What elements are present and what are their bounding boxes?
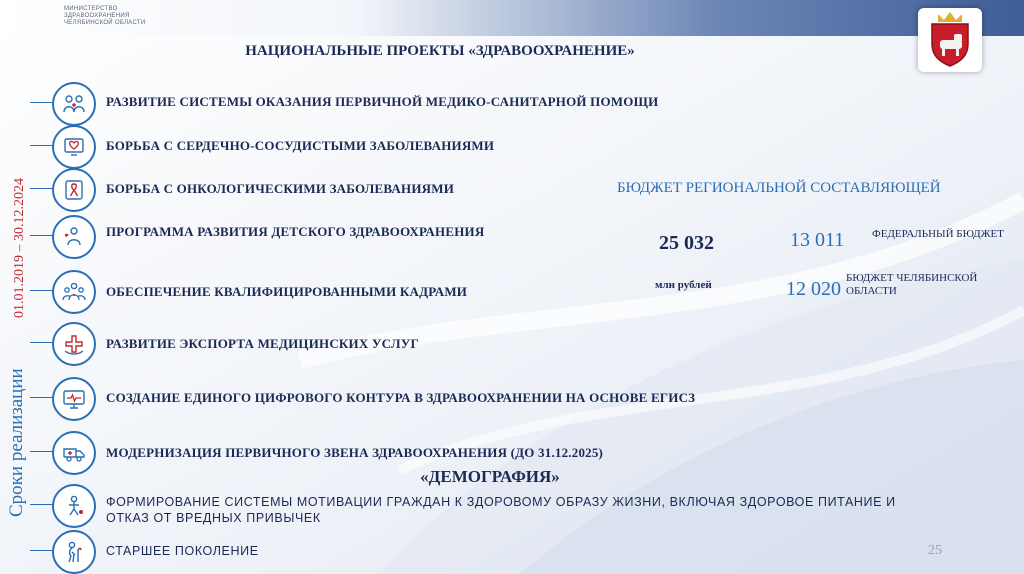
- federal-budget-label: ФЕДЕРАЛЬНЫЙ БЮДЖЕТ: [872, 228, 1004, 240]
- healthy-lifestyle-icon: [52, 484, 96, 528]
- demography-label: СТАРШЕЕ ПОКОЛЕНИЕ: [106, 544, 259, 558]
- regional-budget-label: БЮДЖЕТ ЧЕЛЯБИНСКОЙ ОБЛАСТИ: [846, 272, 978, 297]
- project-label: СОЗДАНИЕ ЕДИНОГО ЦИФРОВОГО КОНТУРА В ЗДРАВООХРАНЕНИИ НА ОСНОВЕ ЕГИСЗ: [106, 390, 696, 405]
- budget-title: БЮДЖЕТ РЕГИОНАЛЬНОЙ СОСТАВЛЯЮЩЕЙ: [617, 180, 941, 196]
- page-title: НАЦИОНАЛЬНЫЕ ПРОЕКТЫ «ЗДРАВООХРАНЕНИЕ»: [245, 43, 635, 59]
- header-band: [0, 0, 1024, 36]
- implementation-dates: 01.01.2019 – 30.12.2024: [12, 178, 27, 318]
- demography-title: «ДЕМОГРАФИЯ»: [420, 467, 560, 486]
- demography-row-elderly: [0, 530, 1000, 570]
- coat-of-arms-icon: [918, 8, 982, 72]
- region-emblem: [918, 8, 982, 72]
- project-row-modernization: [0, 431, 1000, 471]
- ambulance-icon: [52, 431, 96, 475]
- project-label: БОРЬБА С СЕРДЕЧНО-СОСУДИСТЫМИ ЗАБОЛЕВАНИЯМИ: [106, 138, 495, 153]
- elderly-icon: [52, 530, 96, 574]
- demography-label: ФОРМИРОВАНИЕ СИСТЕМЫ МОТИВАЦИИ ГРАЖДАН К ЗДОРОВОМУ ОБРАЗУ ЖИЗНИ, ВКЛЮЧАЯ ЗДОРОВОЕ ПИТАНИЕ И ОТКАЗ ОТ ВРЕДНЫХ ПРИВЫЧЕК: [106, 495, 896, 525]
- implementation-term-label: Сроки реализации: [6, 368, 27, 517]
- project-row-digital: [0, 377, 1000, 417]
- monitor-icon: [52, 377, 96, 421]
- project-label: БОРЬБА С ОНКОЛОГИЧЕСКИМИ ЗАБОЛЕВАНИЯМИ: [106, 181, 455, 196]
- doctor-team-icon: [52, 82, 96, 126]
- child-care-icon: [52, 215, 96, 259]
- project-row-children: [0, 215, 1000, 255]
- project-label: РАЗВИТИЕ СИСТЕМЫ ОКАЗАНИЯ ПЕРВИЧНОЙ МЕДИКО-САНИТАРНОЙ ПОМОЩИ: [106, 94, 659, 109]
- project-label: МОДЕРНИЗАЦИЯ ПЕРВИЧНОГО ЗВЕНА ЗДРАВООХРАНЕНИЯ (ДО 31.12.2025): [106, 445, 604, 460]
- staff-icon: [52, 270, 96, 314]
- project-row-export: [0, 322, 1000, 362]
- project-row-primary-care: [0, 82, 1000, 122]
- demography-row-lifestyle: [0, 484, 1000, 524]
- ribbon-icon: [52, 168, 96, 212]
- budget-unit: млн рублей: [655, 279, 712, 291]
- heart-monitor-icon: [52, 125, 96, 169]
- project-label: ОБЕСПЕЧЕНИЕ КВАЛИФИЦИРОВАННЫМИ КАДРАМИ: [106, 284, 468, 299]
- project-label: РАЗВИТИЕ ЭКСПОРТА МЕДИЦИНСКИХ УСЛУГ: [106, 336, 419, 351]
- project-row-cardio: [0, 125, 1000, 165]
- budget-total: 25 032: [659, 232, 714, 254]
- regional-budget-value: 12 020: [786, 278, 841, 300]
- ministry-logo-text: МИНИСТЕРСТВО ЗДРАВООХРАНЕНИЯ ЧЕЛЯБИНСКОЙ ОБЛАСТИ: [64, 6, 146, 26]
- page-number: 25: [928, 543, 942, 558]
- export-cross-icon: [52, 322, 96, 366]
- project-label: ПРОГРАММА РАЗВИТИЯ ДЕТСКОГО ЗДРАВООХРАНЕНИЯ: [106, 224, 485, 239]
- federal-budget-value: 13 011: [790, 229, 845, 251]
